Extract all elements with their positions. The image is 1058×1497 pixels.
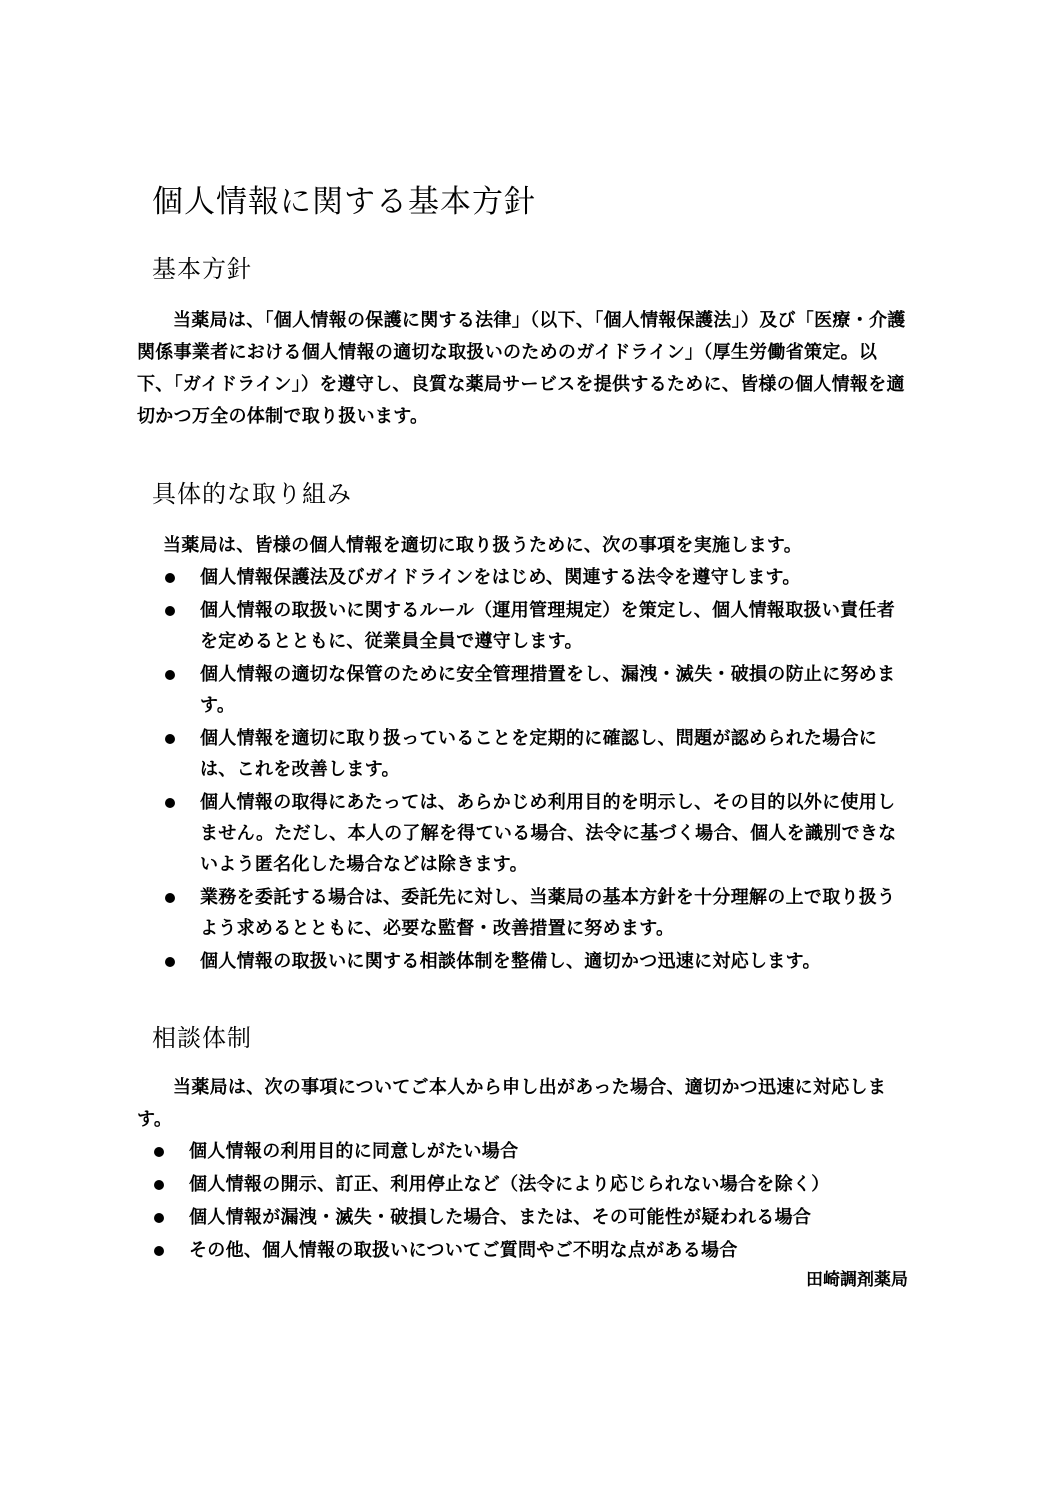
bullet-icon	[154, 1246, 164, 1256]
list-item-text: 個人情報保護法及びガイドラインをはじめ、関連する法令を遵守します。	[200, 567, 801, 588]
bullet-icon	[154, 1147, 164, 1157]
concrete-measures-list	[163, 562, 903, 979]
list-item	[163, 946, 903, 977]
list-item-text: 個人情報を適切に取り扱っていることを定期的に確認し、問題が認められた場合には、これを改善します。	[200, 728, 878, 780]
list-item	[152, 1169, 892, 1200]
concrete-measures-intro: 当薬局は、皆様の個人情報を適切に取り扱うために、次の事項を実施します。	[163, 535, 803, 556]
bullet-icon	[165, 573, 175, 583]
consultation-system-intro: 当薬局は、次の事項についてご本人から申し出があった場合、適切かつ迅速に対応します。	[137, 1077, 887, 1130]
list-item	[152, 1136, 892, 1167]
list-item-text: 業務を委託する場合は、委託先に対し、当薬局の基本方針を十分理解の上で取り扱うよう求めるとともに、必要な監督・改善措置に努めます。	[200, 887, 896, 939]
list-item-text: 個人情報の開示、訂正、利用停止など（法令により応じられない場合を除く）	[189, 1174, 830, 1195]
list-item	[163, 882, 903, 944]
list-item-text: 個人情報の利用目的に同意しがたい場合	[189, 1141, 519, 1162]
bullet-icon	[165, 670, 175, 680]
section-heading-basic-policy: 基本方針	[152, 255, 252, 283]
bullet-icon	[165, 734, 175, 744]
list-item	[163, 595, 903, 657]
bullet-icon	[154, 1180, 164, 1190]
consultation-system-list	[152, 1136, 892, 1268]
list-item	[163, 787, 903, 880]
document-title: 個人情報に関する基本方針	[152, 184, 536, 220]
list-item-text: その他、個人情報の取扱いについてご質問やご不明な点がある場合	[189, 1240, 738, 1261]
section-heading-consultation-system: 相談体制	[152, 1024, 252, 1052]
list-item-text: 個人情報の取扱いに関する相談体制を整備し、適切かつ迅速に対応します。	[200, 951, 821, 972]
bullet-icon	[165, 798, 175, 808]
list-item	[163, 659, 903, 721]
list-item	[163, 562, 903, 593]
bullet-icon	[165, 606, 175, 616]
list-item	[152, 1202, 892, 1233]
section-heading-concrete-measures: 具体的な取り組み	[152, 480, 352, 508]
list-item-text: 個人情報の適切な保管のために安全管理措置をし、漏洩・滅失・破損の防止に努めます。	[200, 664, 896, 716]
list-item-text: 個人情報が漏洩・滅失・破損した場合、または、その可能性が疑われる場合	[189, 1207, 812, 1228]
bullet-icon	[165, 957, 175, 967]
basic-policy-paragraph: 当薬局は、「個人情報の保護に関する法律」（以下、「個人情報保護法」）及び「医療・介護関係事業者における個人情報の適切な取扱いのためのガイドライン」（厚生労働省策定。以下、「ガイドライン」）を遵守し、良質な薬局サービスを提供するために、皆様の個人情報を適切かつ万全の体制で取り扱います。	[137, 310, 906, 427]
list-item-text: 個人情報の取扱いに関するルール（運用管理規定）を策定し、個人情報取扱い責任者を定めるとともに、従業員全員で遵守します。	[200, 600, 896, 652]
bullet-icon	[165, 893, 175, 903]
list-item	[152, 1235, 892, 1266]
list-item-text: 個人情報の取得にあたっては、あらかじめ利用目的を明示し、その目的以外に使用しません。ただし、本人の了解を得ている場合、法令に基づく場合、個人を識別できないよう匿名化した場合などは除きます。	[200, 792, 897, 875]
bullet-icon	[154, 1213, 164, 1223]
list-item	[163, 723, 903, 785]
pharmacy-signature: 田崎調剤薬局	[806, 1270, 908, 1290]
